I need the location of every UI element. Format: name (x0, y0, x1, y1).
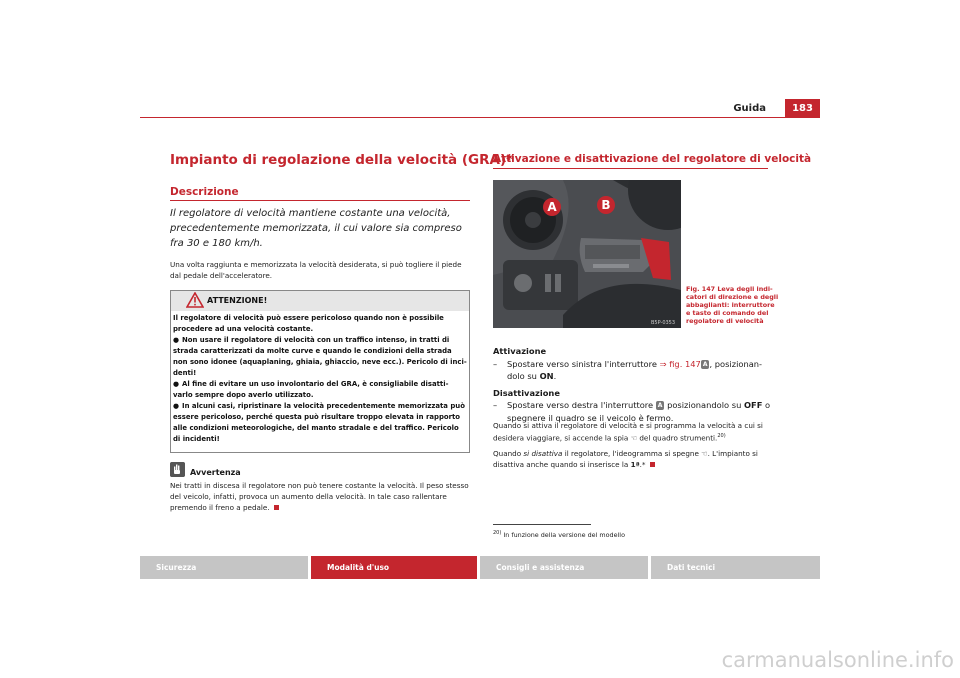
end-mark-icon (274, 505, 279, 510)
figure-reference-link[interactable]: ⇒ fig. 147 (659, 358, 701, 369)
end-mark-icon (650, 462, 655, 467)
footnote: $^{20)}$ In funzione della versione del modello (493, 530, 625, 540)
paragraph-indicator-on: Quando si attiva il regolatore di velocità e si programma la velocità a cui si desidera viaggiare, si accende la spia ☜ del quadro strumenti.$^{20)}$ (493, 421, 763, 443)
note-text: Nei tratti in discesa il regolatore non può tenere costante la velocità. Il peso stesso del veicolo, infatti, provoca un aumento della velocità. In tale caso rallentare premendo il freno a pedale. (170, 481, 469, 512)
deactivation-heading: Disattivazione (493, 387, 560, 398)
nav-tab-consigli-assistenza[interactable]: Consigli e assistenza (480, 556, 648, 579)
section-subtitle: Descrizione (170, 186, 239, 198)
deactivation-step: – Spostare verso destra l'interruttore A posizionandolo su OFF o (493, 400, 771, 410)
footnote-rule (493, 524, 591, 525)
header-rule (140, 117, 820, 118)
note-hand-icon (170, 462, 185, 477)
subtitle-rule (170, 200, 470, 201)
bullet-icon: ● (173, 380, 180, 388)
warning-intro: Il regolatore di velocità può essere pericoloso quando non è possibile procedere ad una velocità costante. (173, 314, 444, 333)
explanation-text (493, 420, 773, 475)
bullet-icon: ● (173, 402, 180, 410)
paragraph-indicator-off: Quando si disattiva il regolatore, l'ideogramma si spegne ☜. L'impianto si disattiva anche quando si inserisce la 1ª.* (493, 449, 758, 470)
warning-text (173, 313, 468, 445)
nav-tab-sicurezza[interactable]: Sicurezza (140, 556, 308, 579)
cruise-indicator-icon: ☜ (701, 449, 708, 459)
activation-heading: Attivazione (493, 346, 547, 356)
note-title: Avvertenza (190, 468, 241, 477)
warning-triangle-icon (186, 292, 204, 308)
figure-label-b: B (597, 196, 615, 214)
warning-title: ATTENZIONE! (207, 296, 268, 305)
right-title-rule (493, 168, 768, 169)
warning-item: ● Al fine di evitare un uso involontario del GRA, è consigliabile disatti-varlo sempre dopo averlo utilizzato. (173, 380, 449, 399)
activation-step-cont: dolo su ON. (507, 371, 557, 381)
nav-tab-modalita-uso[interactable]: Modalità d'uso (311, 556, 477, 579)
main-title: Impianto di regolazione della velocità (GRA)* (170, 152, 514, 168)
nav-tab-dati-tecnici[interactable]: Dati tecnici (651, 556, 820, 579)
running-header-section: Guida (733, 103, 766, 114)
bullet-icon: ● (173, 336, 180, 344)
key-badge-a: A (702, 360, 708, 368)
activation-section (493, 345, 773, 424)
right-section-title: Attivazione e disattivazione del regolatore di velocità (493, 153, 812, 165)
lead-paragraph: Il regolatore di velocità mantiene costante una velocità, precedentemente memorizzata, il cui valore sia compreso fra 30 e 180 km/h. (170, 208, 462, 249)
intro-paragraph: Una volta raggiunta e memorizzata la velocità desiderata, si può togliere il piede dal pedale dell'acceleratore. (170, 260, 462, 280)
watermark: carmanualsonline.info (721, 648, 954, 672)
figure-caption: Fig. 147 Leva degli indi-catori di direzione e degli abbaglianti: interruttore e tasto di comando del regolatore di velocità (686, 285, 779, 325)
figure-cruise-control-lever (493, 180, 681, 328)
warning-item: ● In alcuni casi, ripristinare la velocità precedentemente memorizzata può essere pericoloso, perché questa può risultare troppo elevata in rapporto alle condizioni meteorologiche, del manto stradale e del traffico. Pericolo di incidenti! (173, 402, 465, 443)
activation-step: – Spostare verso sinistra l'interruttore ⇒ fig. 147 A , posizionan- (493, 358, 763, 369)
figure-code: B5P-0353 (651, 320, 676, 326)
key-badge-a: A (657, 402, 663, 409)
deactivation-step-cont: spegnere il quadro se il veicolo è fermo. (507, 412, 674, 423)
figure-label-a: A (543, 198, 561, 216)
cruise-indicator-icon: ☜ (630, 433, 638, 443)
lever-illustration (493, 180, 681, 328)
footnote-marker: 20) (717, 433, 726, 439)
page-number: 183 (785, 99, 820, 118)
warning-item: ● Non usare il regolatore di velocità con un traffico intenso, in tratti di strada caratterizzati da molte curve e quando le condizioni della strada non sono idonee (aquaplaning, ghiaia, ghiaccio, neve ecc.). Pericolo di inci-denti! (173, 336, 467, 377)
